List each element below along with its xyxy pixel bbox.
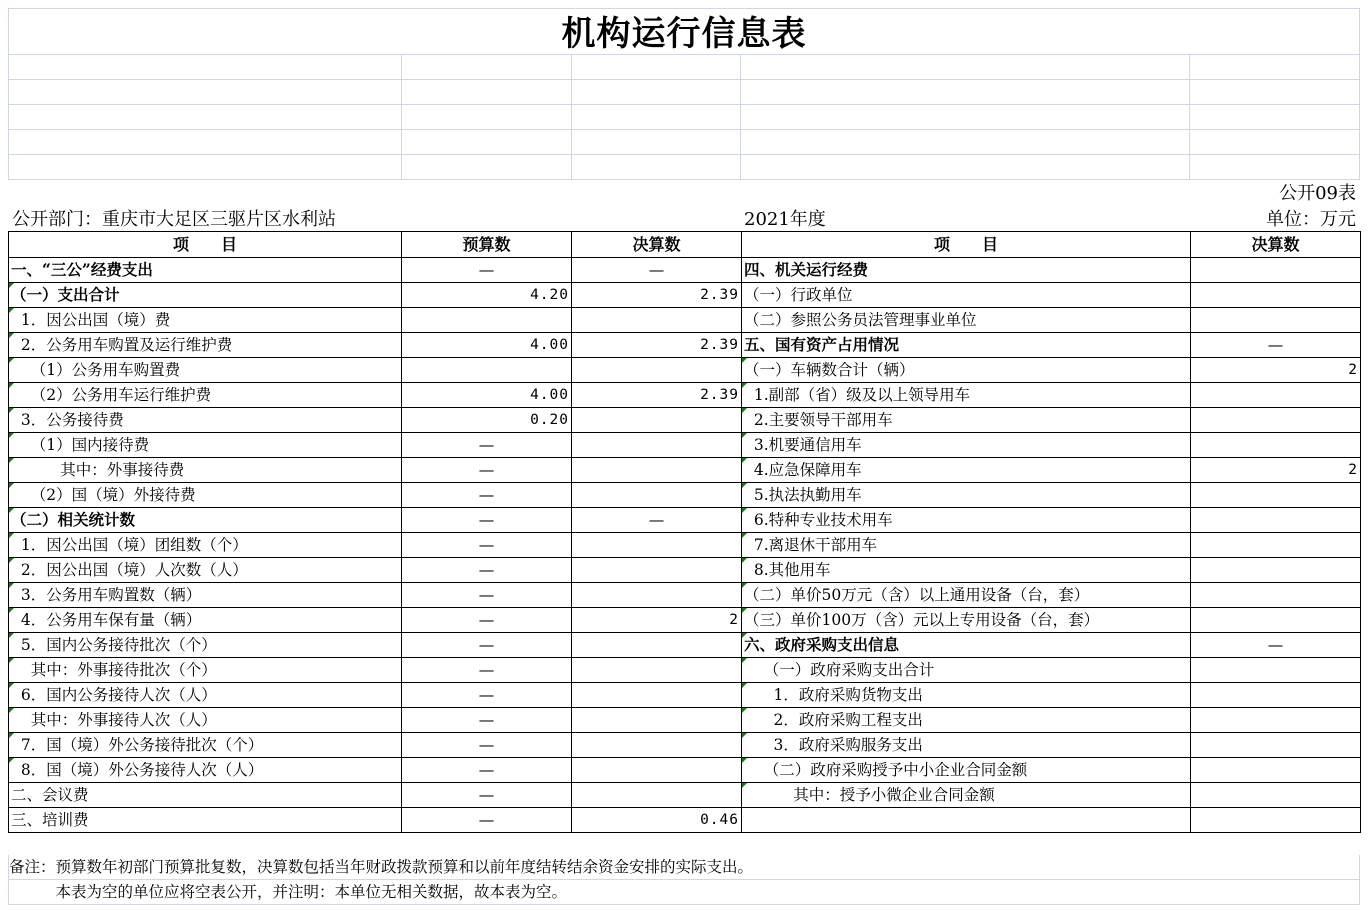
table-row — [9, 533, 1361, 558]
row-final-left[interactable] — [572, 558, 742, 583]
row-item-right[interactable]: （二）参照公务员法管理事业单位 — [742, 308, 1191, 333]
row-budget[interactable]: — — [402, 533, 572, 558]
row-item-left[interactable]: （1）国内接待费 — [9, 433, 402, 458]
row-final-left[interactable] — [572, 408, 742, 433]
row-item-left[interactable]: 2．公务用车购置及运行维护费 — [9, 333, 402, 358]
row-item-right[interactable]: （二）单价50万元（含）以上通用设备（台，套） — [742, 583, 1191, 608]
table-row — [9, 333, 1361, 358]
table-row — [9, 483, 1361, 508]
row-item-left[interactable]: 其中：外事接待费 — [9, 458, 402, 483]
table-row — [9, 358, 1361, 383]
row-final-left[interactable] — [572, 758, 742, 783]
row-final-right[interactable] — [1191, 708, 1361, 733]
header-final-left: 决算数 — [572, 232, 742, 258]
row-item-left[interactable]: 一、“三公”经费支出 — [9, 258, 402, 283]
row-item-left[interactable]: 5．国内公务接待批次（个） — [9, 633, 402, 658]
row-budget[interactable]: — — [402, 683, 572, 708]
row-budget[interactable]: — — [402, 808, 572, 833]
row-final-right[interactable] — [1191, 608, 1361, 633]
table-row — [9, 458, 1361, 483]
row-item-right[interactable]: 五、国有资产占用情况 — [742, 333, 1191, 358]
row-item-left[interactable]: 1．因公出国（境）费 — [9, 308, 402, 333]
row-final-right[interactable] — [1191, 783, 1361, 808]
row-final-left[interactable]: 2 — [572, 608, 742, 633]
row-final-right[interactable] — [1191, 258, 1361, 283]
row-item-right[interactable]: 2.主要领导干部用车 — [742, 408, 1191, 433]
row-item-right[interactable]: 8.其他用车 — [742, 558, 1191, 583]
row-budget[interactable]: 0.20 — [402, 408, 572, 433]
row-final-right[interactable] — [1191, 758, 1361, 783]
row-item-left[interactable]: 其中：外事接待批次（个） — [9, 658, 402, 683]
row-final-right[interactable] — [1191, 583, 1361, 608]
row-final-right[interactable]: — — [1191, 333, 1361, 358]
row-final-right[interactable] — [1191, 383, 1361, 408]
row-budget[interactable]: 4.00 — [402, 333, 572, 358]
row-item-right[interactable]: 7.离退休干部用车 — [742, 533, 1191, 558]
row-final-left[interactable]: 0.46 — [572, 808, 742, 833]
row-item-right[interactable]: 1.副部（省）级及以上领导用车 — [742, 383, 1191, 408]
row-final-left[interactable] — [572, 433, 742, 458]
row-item-right[interactable]: 六、政府采购支出信息 — [742, 633, 1191, 658]
table-row — [9, 808, 1361, 833]
row-budget[interactable]: 4.00 — [402, 383, 572, 408]
row-final-left[interactable]: 2.39 — [572, 283, 742, 308]
row-final-right[interactable] — [1191, 508, 1361, 533]
note-line-2: 本表为空的单位应将空表公开，并注明：本单位无相关数据，故本表为空。 — [8, 880, 1360, 905]
row-final-right[interactable] — [1191, 308, 1361, 333]
table-row — [9, 308, 1361, 333]
table-code-row — [8, 180, 1360, 205]
row-budget[interactable]: — — [402, 783, 572, 808]
row-final-right[interactable] — [1191, 683, 1361, 708]
row-final-left[interactable]: 2.39 — [572, 333, 742, 358]
header-final-right: 决算数 — [1191, 232, 1361, 258]
table-row — [9, 508, 1361, 533]
year-label: 2021年度 — [744, 209, 826, 230]
row-item-left[interactable]: 2．因公出国（境）人次数（人） — [9, 558, 402, 583]
row-item-right[interactable]: （一）车辆数合计（辆） — [742, 358, 1191, 383]
row-budget[interactable]: — — [402, 658, 572, 683]
header-meta-row — [8, 206, 1360, 231]
row-final-left[interactable] — [572, 733, 742, 758]
row-item-left[interactable]: 6．国内公务接待人次（人） — [9, 683, 402, 708]
blank-rows — [8, 54, 1360, 180]
row-budget[interactable]: — — [402, 258, 572, 283]
row-budget[interactable]: — — [402, 633, 572, 658]
row-item-left[interactable]: 二、会议费 — [9, 783, 402, 808]
row-final-left[interactable] — [572, 358, 742, 383]
row-budget[interactable]: — — [402, 733, 572, 758]
row-final-right[interactable]: — — [1191, 633, 1361, 658]
row-budget[interactable]: — — [402, 608, 572, 633]
table-row — [9, 558, 1361, 583]
row-budget[interactable]: — — [402, 483, 572, 508]
table-row — [9, 283, 1361, 308]
row-final-right[interactable] — [1191, 808, 1361, 833]
row-item-left[interactable]: 3．公务接待费 — [9, 408, 402, 433]
row-item-left[interactable]: （二）相关统计数 — [9, 508, 402, 533]
info-table — [8, 231, 1361, 833]
row-item-left[interactable]: （一）支出合计 — [9, 283, 402, 308]
row-item-left[interactable]: 4．公务用车保有量（辆） — [9, 608, 402, 633]
table-row — [9, 658, 1361, 683]
row-item-right[interactable]: 5.执法执勤用车 — [742, 483, 1191, 508]
row-final-right[interactable] — [1191, 733, 1361, 758]
row-budget[interactable] — [402, 358, 572, 383]
table-row — [9, 708, 1361, 733]
row-budget[interactable]: — — [402, 708, 572, 733]
row-final-right[interactable] — [1191, 283, 1361, 308]
row-item-right[interactable]: （一）行政单位 — [742, 283, 1191, 308]
table-row — [9, 258, 1361, 283]
row-item-right[interactable]: 4.应急保障用车 — [742, 458, 1191, 483]
row-item-right[interactable]: （二）政府采购授予中小企业合同金额 — [742, 758, 1191, 783]
row-budget[interactable]: — — [402, 583, 572, 608]
row-item-left[interactable]: （2）公务用车运行维护费 — [9, 383, 402, 408]
row-final-left[interactable] — [572, 533, 742, 558]
row-final-left[interactable] — [572, 308, 742, 333]
row-item-right[interactable]: 四、机关运行经费 — [742, 258, 1191, 283]
row-item-right[interactable]: 1．政府采购货物支出 — [742, 683, 1191, 708]
row-item-left[interactable]: 三、培训费 — [9, 808, 402, 833]
row-final-left[interactable] — [572, 633, 742, 658]
row-budget[interactable]: — — [402, 558, 572, 583]
row-budget[interactable]: — — [402, 508, 572, 533]
row-final-right[interactable] — [1191, 483, 1361, 508]
row-final-left[interactable] — [572, 683, 742, 708]
row-budget[interactable]: — — [402, 458, 572, 483]
header-item-left: 项 目 — [9, 232, 402, 258]
table-row — [9, 383, 1361, 408]
table-row — [9, 683, 1361, 708]
row-item-left[interactable]: 8．国（境）外公务接待人次（人） — [9, 758, 402, 783]
row-item-right[interactable] — [742, 808, 1191, 833]
row-final-left[interactable]: — — [572, 258, 742, 283]
table-header-row — [9, 232, 1361, 258]
header-budget: 预算数 — [402, 232, 572, 258]
table-row — [9, 433, 1361, 458]
row-budget[interactable]: — — [402, 758, 572, 783]
header-item-right: 项 目 — [742, 232, 1191, 258]
row-final-right[interactable] — [1191, 533, 1361, 558]
row-final-left[interactable] — [572, 708, 742, 733]
table-row — [9, 583, 1361, 608]
table-row — [9, 758, 1361, 783]
row-item-right[interactable]: 3．政府采购服务支出 — [742, 733, 1191, 758]
row-item-left[interactable]: （2）国（境）外接待费 — [9, 483, 402, 508]
row-item-right[interactable]: 2．政府采购工程支出 — [742, 708, 1191, 733]
row-final-left[interactable] — [572, 483, 742, 508]
row-final-left[interactable] — [572, 458, 742, 483]
table-row — [9, 783, 1361, 808]
row-item-left[interactable]: 7．国（境）外公务接待批次（个） — [9, 733, 402, 758]
row-item-right[interactable]: 6.特种专业技术用车 — [742, 508, 1191, 533]
row-final-left[interactable] — [572, 583, 742, 608]
row-item-left[interactable]: 1．因公出国（境）团组数（个） — [9, 533, 402, 558]
row-item-right[interactable]: （一）政府采购支出合计 — [742, 658, 1191, 683]
table-body — [9, 258, 1361, 833]
table-code: 公开09表 — [1279, 183, 1356, 204]
note-line-1: 备注：预算数年初部门预算批复数，决算数包括当年财政拨款预算和以前年度结转结余资金安排的实际支出。 — [8, 855, 1360, 880]
row-final-right[interactable] — [1191, 433, 1361, 458]
row-budget[interactable] — [402, 308, 572, 333]
unit-label: 单位：万元 — [1266, 209, 1356, 230]
row-item-left[interactable]: 其中：外事接待人次（人） — [9, 708, 402, 733]
row-final-left[interactable]: 2.39 — [572, 383, 742, 408]
row-final-right[interactable] — [1191, 558, 1361, 583]
row-final-left[interactable] — [572, 658, 742, 683]
table-row — [9, 733, 1361, 758]
row-budget[interactable]: — — [402, 433, 572, 458]
row-item-right[interactable]: （三）单价100万（含）元以上专用设备（台，套） — [742, 608, 1191, 633]
table-row — [9, 633, 1361, 658]
row-item-right[interactable]: 3.机要通信用车 — [742, 433, 1191, 458]
page-title: 机构运行信息表 — [8, 8, 1360, 54]
table-row — [9, 608, 1361, 633]
row-final-left[interactable]: — — [572, 508, 742, 533]
department-label: 公开部门：重庆市大足区三驱片区水利站 — [12, 209, 336, 230]
row-final-left[interactable] — [572, 783, 742, 808]
row-final-right[interactable]: 2 — [1191, 458, 1361, 483]
row-final-right[interactable]: 2 — [1191, 358, 1361, 383]
row-final-right[interactable] — [1191, 408, 1361, 433]
row-item-left[interactable]: 3．公务用车购置数（辆） — [9, 583, 402, 608]
row-budget[interactable]: 4.20 — [402, 283, 572, 308]
row-item-left[interactable]: （1）公务用车购置费 — [9, 358, 402, 383]
table-row — [9, 408, 1361, 433]
row-final-right[interactable] — [1191, 658, 1361, 683]
row-item-right[interactable]: 其中：授予小微企业合同金额 — [742, 783, 1191, 808]
